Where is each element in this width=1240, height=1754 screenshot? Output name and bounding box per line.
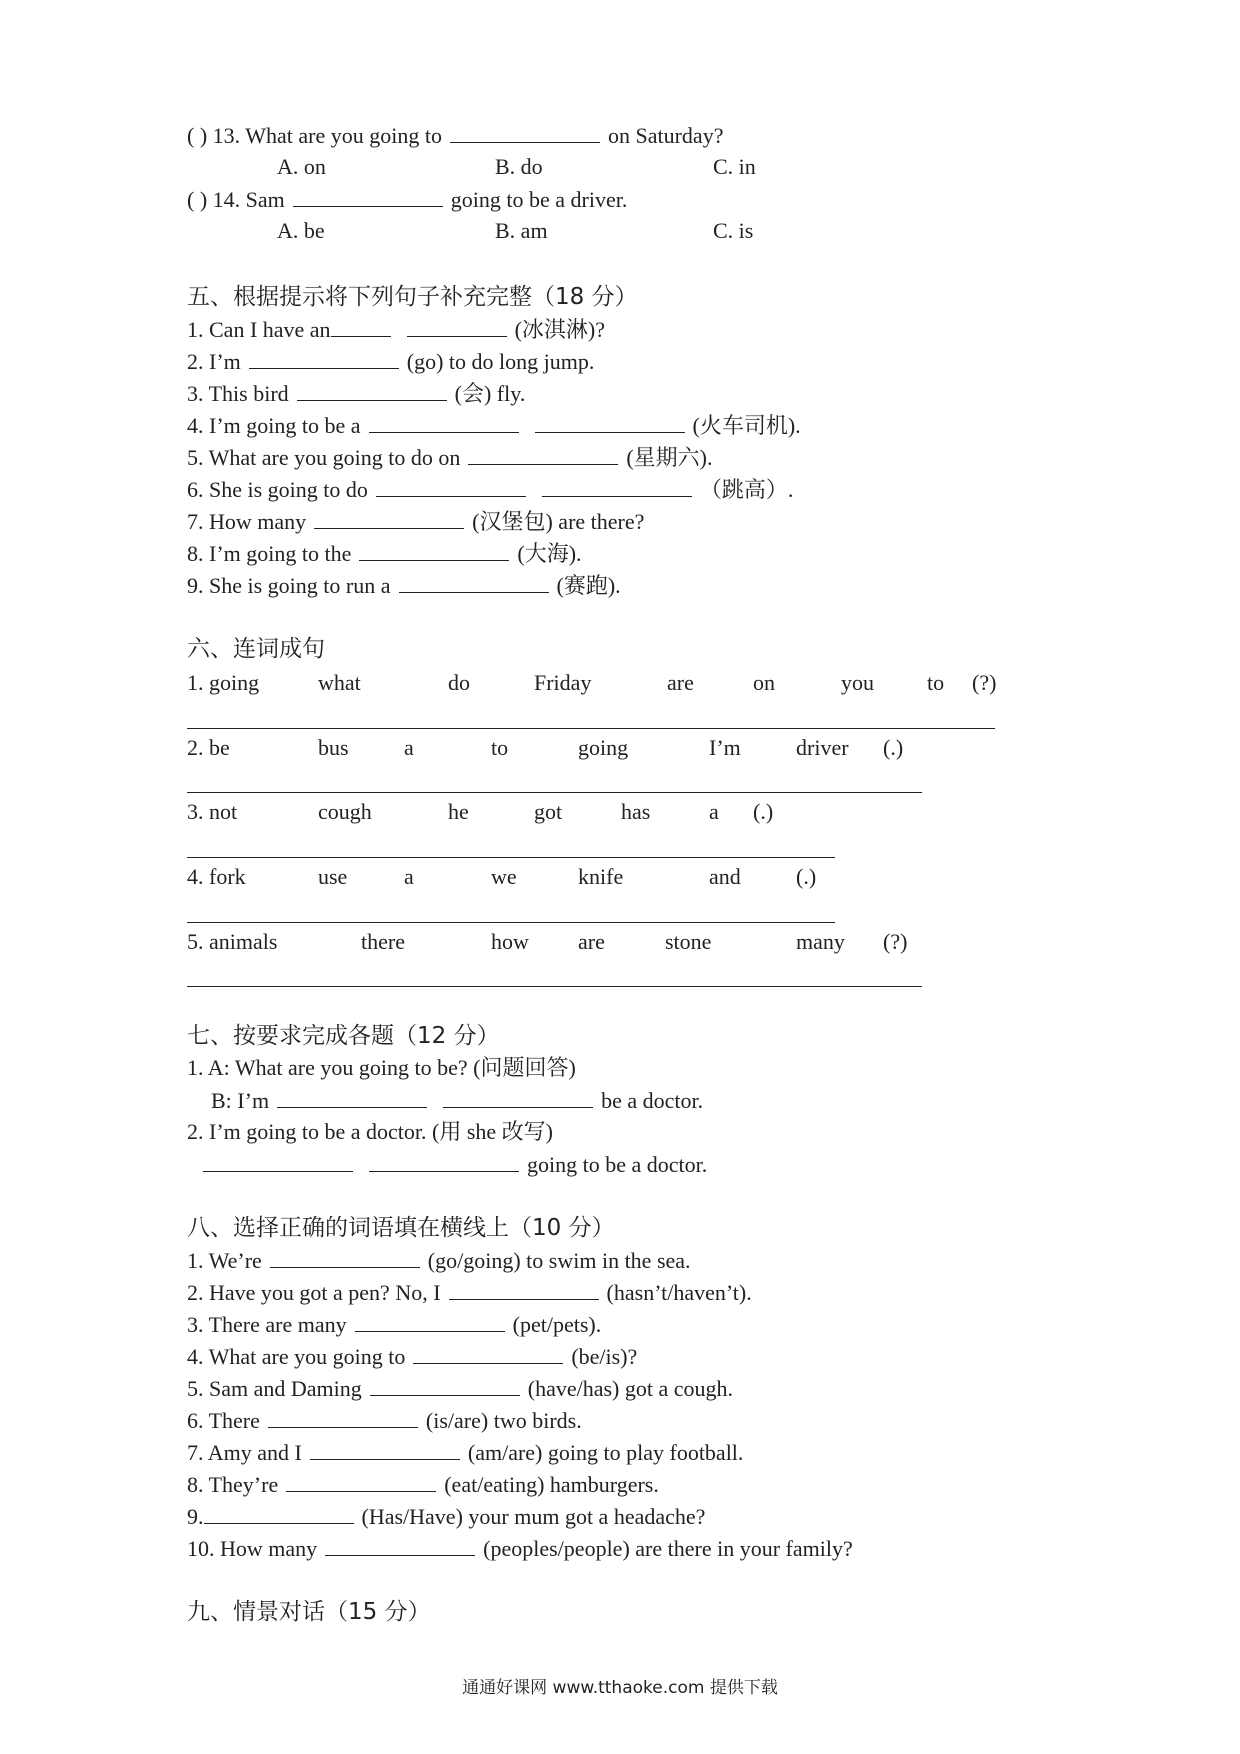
item-hint: （跳高）. [699,477,794,502]
item-hint: (hasn’t/haven’t). [606,1280,752,1305]
p5-item [187,538,582,569]
answer-blank[interactable] [297,378,447,401]
q13-option-a: A. on [277,154,326,179]
item-hint: (赛跑). [556,573,621,598]
item-hint: (peoples/people) are there in your family? [483,1536,853,1561]
item-text: 6. There [187,1408,260,1433]
answer-blank[interactable] [399,570,549,593]
answer-blank[interactable] [359,538,509,561]
p8-item [187,1309,601,1340]
p5-item [187,506,644,537]
answer-blank[interactable] [204,1501,354,1524]
answer-blank[interactable] [468,442,618,465]
q14-line [187,184,627,215]
item-hint: (大海). [517,541,582,566]
word-card: there [361,929,405,954]
p8-item [187,1405,582,1436]
answer-blank[interactable] [370,1373,520,1396]
item-hint: (星期六). [626,445,713,470]
p7-q1a: 1. A: What are you going to be? (问题回答) [187,1055,576,1080]
p8-item [187,1373,733,1404]
word-card: how [491,929,529,954]
q14-option-c: C. is [713,218,754,243]
item-hint: (am/are) going to play football. [467,1440,744,1465]
item-text: be a doctor. [601,1088,704,1113]
p7-q2: 2. I’m going to be a doctor. (用 she 改写) [187,1119,553,1144]
item-text: 9. She is going to run a [187,573,391,598]
answer-blank[interactable] [535,410,685,433]
section-8-title: 八、选择正确的词语填在横线上（10 分） [187,1215,615,1241]
item-hint: (Has/Have) your mum got a headache? [361,1504,706,1529]
word-card: are [578,929,605,954]
word-card: are [667,670,694,695]
word-card: has [621,799,651,824]
p8-item [187,1245,691,1276]
item-text: 1. Can I have an [187,317,331,342]
q14-after: going to be a driver. [450,187,628,212]
section-6-title: 六、连词成句 [187,636,325,662]
q13-line [187,120,723,151]
word-card: he [448,799,469,824]
p8-item [187,1533,853,1564]
p5-item [187,570,621,601]
item-hint: (is/are) two birds. [425,1408,582,1433]
item-hint: (eat/eating) hamburgers. [444,1472,659,1497]
item-hint: (go/going) to swim in the sea. [427,1248,691,1273]
item-hint: (冰淇淋)? [514,317,605,342]
answer-blank[interactable] [325,1533,475,1556]
item-hint: (have/has) got a cough. [527,1376,734,1401]
word-card: and [709,864,741,889]
item-text: 10. How many [187,1536,318,1561]
word-card: 4. fork [187,864,246,889]
answer-bracket: ( ) [187,187,208,212]
item-text: 7. Amy and I [187,1440,302,1465]
word-card: going [578,735,629,760]
word-card: a [709,799,719,824]
answer-blank[interactable] [203,1149,353,1172]
word-card: (.) [753,799,774,824]
p7-q2-answer [203,1149,707,1180]
word-card: a [404,735,414,760]
p8-item [187,1437,743,1468]
word-card: (.) [796,864,817,889]
word-card: (.) [883,735,904,760]
p5-item [187,474,793,505]
p8-item [187,1341,637,1372]
answer-blank[interactable] [407,314,507,337]
p5-item [187,314,605,345]
p5-item [187,442,712,473]
word-card: bus [318,735,349,760]
page-footer: 通通好课网 www.tthaoke.com 提供下载 [462,1678,778,1698]
word-card: 3. not [187,799,238,824]
word-card: use [318,864,348,889]
item-hint: (pet/pets). [512,1312,602,1337]
item-text: 7. How many [187,509,307,534]
word-card: (?) [972,670,997,695]
word-card: a [404,864,414,889]
item-hint: (be/is)? [571,1344,638,1369]
answer-blank[interactable] [450,120,600,143]
item-hint: (go) to do long jump. [406,349,595,374]
q13-option-c: C. in [713,154,756,179]
word-card: knife [578,864,624,889]
answer-blank[interactable] [542,474,692,497]
answer-blank[interactable] [449,1277,599,1300]
word-card: what [318,670,361,695]
answer-blank[interactable] [249,346,399,369]
item-text: 2. I’m [187,349,241,374]
q14-option-a: A. be [277,218,325,243]
section-9-title: 九、情景对话（15 分） [187,1599,431,1625]
q13-option-b: B. do [495,154,543,179]
q14-option-b: B. am [495,218,548,243]
item-text: 1. We’re [187,1248,262,1273]
answer-line[interactable] [187,728,995,729]
item-text: B: I’m [211,1088,270,1113]
item-hint: (会) fly. [454,381,526,406]
word-card: to [927,670,945,695]
answer-blank[interactable] [376,474,526,497]
word-card: 1. going [187,670,260,695]
item-text: 5. What are you going to do on [187,445,461,470]
item-text: 2. Have you got a pen? No, I [187,1280,441,1305]
answer-bracket: ( ) [187,123,208,148]
p5-item [187,346,594,377]
answer-blank[interactable] [310,1437,460,1460]
word-card: we [491,864,517,889]
item-text: 8. I’m going to the [187,541,352,566]
answer-blank[interactable] [331,314,391,337]
section-7-title: 七、按要求完成各题（12 分） [187,1023,500,1049]
answer-line[interactable] [187,792,922,793]
item-text: 5. Sam and Daming [187,1376,362,1401]
p8-item [187,1501,705,1532]
p5-item [187,378,525,409]
answer-blank[interactable] [286,1469,436,1492]
word-card: stone [665,929,712,954]
answer-line[interactable] [187,922,835,923]
answer-blank[interactable] [314,506,464,529]
word-card: do [448,670,470,695]
item-hint: (火车司机). [692,413,801,438]
word-card: (?) [883,929,908,954]
answer-line[interactable] [187,857,835,858]
p7-q1b [211,1085,703,1116]
item-text: 8. They’re [187,1472,279,1497]
p8-item [187,1277,752,1308]
item-text: 6. She is going to do [187,477,368,502]
word-card: 5. animals [187,929,278,954]
answer-blank[interactable] [413,1341,563,1364]
word-card: 2. be [187,735,230,760]
answer-blank[interactable] [270,1245,420,1268]
item-text: 3. There are many [187,1312,347,1337]
answer-blank[interactable] [369,410,519,433]
item-text: 9. [187,1504,204,1529]
word-card: Friday [534,670,592,695]
answer-blank[interactable] [355,1309,505,1332]
p8-item [187,1469,659,1500]
q14-text: 14. Sam [212,187,285,212]
item-text: 4. I’m going to be a [187,413,361,438]
item-text: going to be a doctor. [527,1152,708,1177]
word-card: to [491,735,509,760]
answer-blank[interactable] [277,1085,427,1108]
item-text: 4. What are you going to [187,1344,406,1369]
item-text: 3. This bird [187,381,289,406]
word-card: cough [318,799,372,824]
word-card: I’m [709,735,741,760]
word-card: many [796,929,845,954]
answer-blank[interactable] [443,1085,593,1108]
answer-blank[interactable] [369,1149,519,1172]
section-5-title: 五、根据提示将下列句子补充完整（18 分） [187,284,638,310]
answer-blank[interactable] [268,1405,418,1428]
answer-blank[interactable] [293,184,443,207]
q13-text: 13. What are you going to [212,123,442,148]
p5-item [187,410,801,441]
word-card: you [841,670,874,695]
answer-line[interactable] [187,986,922,987]
word-card: on [753,670,775,695]
word-card: driver [796,735,849,760]
q13-after: on Saturday? [607,123,724,148]
word-card: got [534,799,563,824]
item-hint: (汉堡包) are there? [472,509,645,534]
